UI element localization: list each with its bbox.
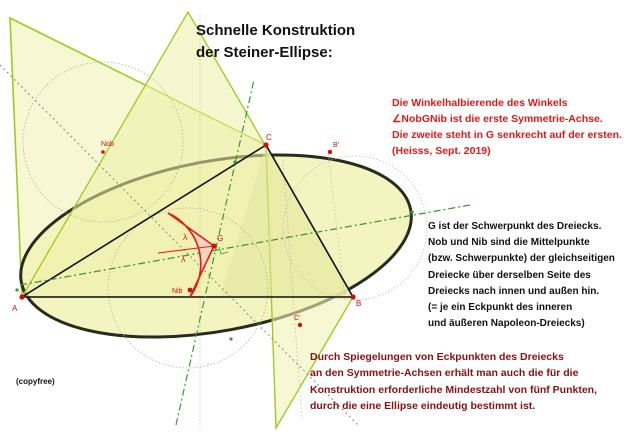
label-c-prime: C': [294, 315, 301, 322]
centroid-note-line: Dreiecks nach innen und außen hin.: [428, 285, 600, 297]
angle-mark-lower: λ: [181, 254, 186, 264]
title-line-1: Schnelle Konstruktion: [196, 22, 356, 39]
label-g: G: [217, 234, 224, 243]
label-c: C: [266, 133, 272, 142]
centroid-note-line: Dreiecke über derselben Seite des: [428, 269, 591, 281]
bisector-note-line: (Heisss, Sept. 2019): [392, 145, 491, 157]
label-nib: Nib: [172, 288, 183, 295]
point-b: [350, 294, 355, 299]
point-nob: [101, 150, 105, 154]
bisector-note-line: Die Winkelhalbierende des Winkels: [392, 97, 568, 109]
axis-point-top: [233, 160, 236, 163]
axis-point-bottom: [229, 337, 232, 340]
bisector-note-line: ∠NobGNib ist die erste Symmetrie-Achse.: [392, 113, 603, 125]
centroid-note-line: Nob und Nib sind die Mittelpunkte: [428, 237, 590, 249]
bisector-note: [392, 95, 622, 159]
point-c-prime: [298, 323, 302, 327]
point-a: [19, 294, 24, 299]
reflection-note-line: Durch Spiegelungen von Eckpunkten des Dreiecks: [310, 351, 564, 363]
point-c: [263, 142, 268, 147]
centroid-note-line: (= je ein Eckpunkt des inneren: [428, 302, 573, 314]
point-nib: [188, 288, 193, 293]
centroid-note-line: (bzw. Schwerpunkte) der gleichseitigen: [428, 253, 615, 265]
centroid-note-line: und äußeren Napoleon-Dreiecks): [428, 318, 585, 330]
label-b-prime: B': [333, 142, 340, 149]
axis-point-right: [410, 210, 414, 214]
label-nob: Nob: [101, 141, 114, 148]
reflection-note-line: an den Symmetrie-Achsen erhält man auch die für die: [310, 367, 579, 380]
centroid-note: [428, 219, 615, 332]
page-title: [196, 20, 355, 64]
centroid-note-line: G ist der Schwerpunkt des Dreiecks.: [428, 221, 602, 232]
angle-mark-upper: λ: [183, 232, 188, 242]
title-line-2: der Steiner-Ellipse:: [196, 44, 333, 61]
point-g: [211, 243, 216, 248]
reflection-note-line: Konstruktion erforderliche Mindestzahl von fünf Punkten,: [310, 383, 598, 396]
point-b-prime: [328, 150, 332, 154]
reflection-note: [310, 349, 597, 414]
bisector-note-line: Die zweite steht in G senkrecht auf der ersten.: [392, 129, 622, 141]
label-b: B: [356, 299, 362, 308]
label-a: A: [12, 304, 18, 313]
copyfree-note: (copyfree): [16, 377, 55, 386]
axis-point-left: [15, 288, 18, 291]
reflection-note-line: durch die eine Ellipse eindeutig bestimmt ist.: [310, 399, 536, 412]
